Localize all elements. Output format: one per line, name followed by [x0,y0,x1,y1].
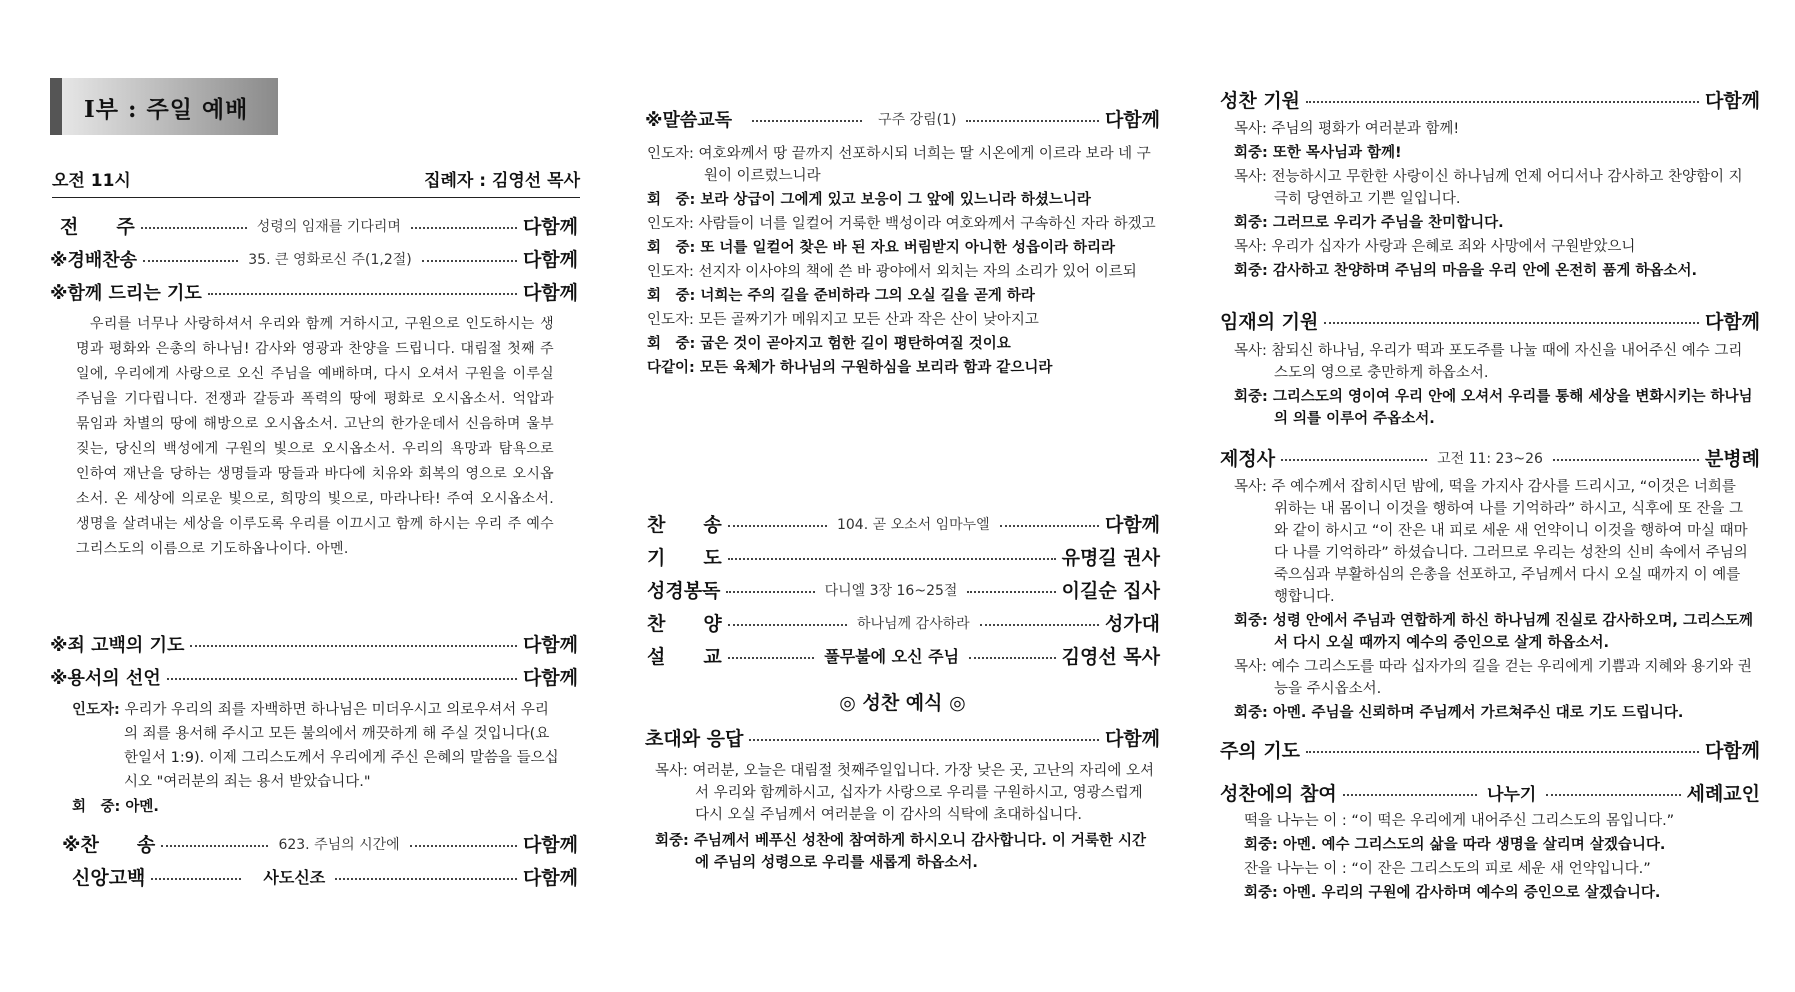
leader-dots [1324,322,1699,324]
item-leader: 분병례 [1704,448,1760,470]
institution-dialogue [1234,476,1754,726]
leader-dots [728,624,847,626]
dialogue-line: 다같이: 모든 육체가 하나님의 구원하심을 보리라 함과 같으니라 [647,360,1053,376]
item-detail: 하나님께 감사하라 [857,615,970,632]
item-detail: 사도신조 [263,868,326,887]
responsive-reading [647,143,1159,381]
leader-dots [980,624,1099,626]
dialogue-line: 회중: 그리스도의 영이여 우리 안에 오셔서 우리를 통해 세상을 변화시키는 하나님의 의를 이루어 주옵소서. [1234,389,1753,427]
leader-dots [1343,794,1477,796]
leader-dots [967,591,1055,593]
dialogue-line: 잔을 나누는 이 : “이 잔은 그리스도의 피로 세운 새 언약입니다.” [1244,861,1651,877]
leader-dots [151,878,241,880]
dialogue-line: 인도자: 선지자 이사야의 책에 쓴 바 광야에서 외치는 자의 소리가 있어 이르되 [647,264,1137,280]
order-item-hymn [50,245,578,272]
order-item-institution [1220,444,1760,471]
leader-dots [141,227,247,229]
item-leader: 다함께 [522,667,578,689]
dialogue-line: 목사: 예수 그리스도를 따라 십자가의 길을 걷는 우리에게 기쁨과 지혜와 용기와 권능을 주시옵소서. [1234,659,1752,697]
item-label: ※말씀교독 [645,109,733,131]
item-label: 신앙고백 [72,867,146,889]
dialogue-line: 인도자: 우리가 우리의 죄를 자백하면 하나님은 미더우시고 의로우셔서 우리의 죄를 용서해 주시고 모든 불의에서 깨끗하게 해 주실 것입니다(요한일서 1:9). 이제 그리스도께서 우리에게 주신 은혜의 말씀을 들으십시오 "여러분의 죄는 용서 받았습니다." [72,702,559,790]
item-label: 성찬 기원 [1220,90,1301,112]
absolution-dialogue [72,698,562,820]
leader-dots [190,645,517,647]
item-label: ※죄 고백의 기도 [50,634,185,656]
service-time: 오전 11시 [52,171,131,191]
service-time-bar [52,166,580,198]
leader-dots [728,525,827,527]
leader-dots [1306,101,1699,103]
item-label: 찬 송 [647,514,722,536]
invitation-dialogue [655,760,1155,876]
dialogue-line: 회중: 주님께서 베푸신 성찬에 참여하게 하시오니 감사합니다. 이 거룩한 시간에 주님의 성령으로 우리를 새롭게 하옵소서. [655,833,1146,871]
order-item-reading [645,105,1160,132]
sacrament-prayer-dialogue [1234,118,1754,284]
item-leader: 다함께 [1704,90,1760,112]
order-item-creed [72,863,578,890]
item-leader: 다함께 [1704,740,1760,762]
leader-dots [161,845,268,847]
dialogue-line: 회중: 아멘. 주님을 신뢰하며 주님께서 가르쳐주신 대로 기도 드립니다. [1234,705,1684,721]
dialogue-line: 회 중: 또 너를 일컬어 찾은 바 된 자요 버림받지 아니한 성읍이라 하리라 [647,240,1116,256]
item-label: 전 주 [60,216,135,238]
item-label: 임재의 기원 [1220,311,1319,333]
dialogue-line: 목사: 전능하시고 무한한 사랑이신 하나님께 언제 어디서나 감사하고 찬양함이 지극히 당연하고 기쁜 일입니다. [1234,169,1743,207]
order-item-anthem [647,609,1160,636]
item-label: 초대와 응답 [645,728,744,750]
item-leader: 다함께 [522,249,579,271]
dialogue-line: 회중: 또한 목사님과 함께! [1234,145,1402,161]
leader-dots [208,293,517,295]
order-item-prayer [50,278,578,305]
order-item-sacrament-prayer [1220,86,1760,113]
leader-dots [1553,459,1699,461]
dialogue-line: 회 중: 너희는 주의 길을 준비하라 그의 오실 길을 곧게 하라 [647,288,1035,304]
leader-dots [966,120,1098,122]
officiant: 집례자 : 김영선 목사 [424,171,580,191]
item-leader: 다함께 [522,216,579,238]
dialogue-line: 회 중: 아멘. [72,799,159,815]
item-leader: 다함께 [1104,728,1160,750]
item-label: ※찬 송 [62,834,156,856]
item-detail: 623. 주님의 시간에 [278,836,400,853]
leader-dots [728,657,815,659]
leader-dots [1281,459,1427,461]
dialogue-line: 목사: 주 예수께서 잡히시던 밤에, 떡을 가지사 감사를 드리시고, “이것은 너희를 위하는 내 몸이니 이것을 행하여 나를 기억하라” 하시고, 식후에 또 잔을 그와 같이 하시고 “이 잔은 내 피로 세운 새 언약이니 이것을 행하여 마실 때마다 나를 기억하라” 하셨습니다. 그러므로 우리는 성찬의 신비 속에서 주님의 죽으심과 부활하심의 은총을 선포하고, 주님께서 다시 오실 때까지 이 예를 행합니다. [1234,479,1748,605]
item-leader: 유명길 권사 [1061,547,1160,569]
order-item-prelude [60,212,578,239]
order-item-epiclesis [1220,307,1760,334]
leader-dots [1306,751,1699,753]
dialogue-line: 회중: 아멘. 우리의 구원에 감사하며 예수의 증인으로 살겠습니다. [1244,885,1661,901]
leader-dots [411,227,517,229]
leader-dots [752,120,862,122]
item-leader: 다함께 [522,634,578,656]
item-label: ※경배찬송 [50,249,138,271]
dialogue-line: 회중: 성령 안에서 주님과 연합하게 하신 하나님께 진실로 감사하오며, 그리스도께서 다시 오실 때까지 예수의 증인으로 살게 하옵소서. [1234,613,1753,651]
order-item-hymn-3 [647,510,1160,537]
item-label: 주의 기도 [1220,740,1301,762]
dialogue-line: 회 중: 굽은 것이 곧아지고 험한 길이 평탄하여질 것이요 [647,336,1011,352]
order-item-invitation [645,724,1160,751]
item-leader: 다함께 [1104,514,1160,536]
item-leader: 이길순 집사 [1061,580,1161,602]
dialogue-line: 떡을 나누는 이 : “이 떡은 우리에게 내어주신 그리스도의 몸입니다.” [1244,813,1675,829]
item-detail: 35. 큰 영화로신 주(1,2절) [248,251,412,268]
item-label: ※함께 드리는 기도 [50,282,202,304]
order-item-sermon [647,642,1160,669]
item-leader: 다함께 [522,282,578,304]
order-item-scripture [647,576,1160,603]
dialogue-line: 회중: 그러므로 우리가 주님을 찬미합니다. [1234,215,1504,231]
dialogue-line: 인도자: 모든 골짜기가 메워지고 모든 산과 작은 산이 낮아지고 [647,312,1039,328]
leader-dots [726,591,814,593]
leader-dots [728,558,1056,560]
dialogue-line: 목사: 여러분, 오늘은 대림절 첫째주일입니다. 가장 낮은 곳, 고난의 자리에 오셔서 우리와 함께하시고, 십자가 사랑으로 우리를 구원하시고, 영광스럽게 다시 오실 주님께서 여러분을 이 감사의 식탁에 초대하십니다. [655,763,1155,823]
epiclesis-dialogue [1234,340,1754,432]
item-leader: 다함께 [1704,311,1760,333]
item-label: ※용서의 선언 [50,667,161,689]
order-item-prayer-2 [647,543,1160,570]
dialogue-line: 회중: 아멘. 예수 그리스도의 삶을 따라 생명을 살리며 살겠습니다. [1244,837,1666,853]
leader-dots [969,657,1056,659]
leader-dots [143,260,238,262]
item-leader: 세례교인 [1686,783,1761,805]
leader-dots [1000,525,1099,527]
leader-dots [422,260,517,262]
leader-dots [335,878,517,880]
item-leader: 다함께 [522,834,578,856]
item-detail: 구주 강림(1) [878,111,957,128]
item-detail: 고전 11: 23~26 [1437,450,1543,467]
item-label: 기 도 [647,547,722,569]
item-leader: 성가대 [1104,613,1160,635]
item-leader: 다함께 [522,867,578,889]
item-leader: 김영선 목사 [1061,646,1160,668]
section-banner [50,78,278,135]
item-label: 성찬에의 참여 [1220,783,1337,805]
item-detail: 풀무불에 오신 주님 [824,647,960,666]
item-label: 제정사 [1220,448,1276,470]
item-detail: 성령의 임재를 기다리며 [256,218,401,235]
banner-title: Ⅰ부 : 주일 예배 [84,96,249,123]
participation-dialogue [1244,810,1756,906]
item-detail: 나누기 [1487,785,1537,805]
dialogue-line: 회 중: 보라 상급이 그에게 있고 보응이 그 앞에 있느니라 하셨느니라 [647,192,1091,208]
order-item-confession [50,630,578,657]
item-label: 설 교 [647,646,722,668]
dialogue-line: 인도자: 여호와께서 땅 끝까지 선포하시되 너희는 딸 시온에게 이르라 보라 네 구원이 이르렀느니라 [647,146,1151,184]
leader-dots [749,739,1099,741]
prayer-text: 우리를 너무나 사랑하셔서 우리와 함께 거하시고, 구원으로 인도하시는 생명과 평화와 은총의 하나님! 감사와 영광과 찬양을 드립니다. 대림절 첫째 주일에, 우리에게 사랑으로 오신 주님을 예배하며, 다시 오셔서 구원을 이루실 주님을 기다립니다. 전쟁과 갈등과 폭력의 땅에 평화로 오시옵소서. 억압과 묶임과 차별의 땅에 해방으로 오시옵소서. 고난의 한가운데서 신음하며 울부짖는, 당신의 백성에게 구원의 빛으로 오시옵소서. 우리의 욕망과 탐욕으로 인하여 재난을 당하는 생명들과 땅들과 바다에 치유와 회복의 영으로 오시옵소서. 온 세상에 의로운 빛으로, 희망의 빛으로, 마라나타! 주여 오시옵소서. 생명을 살려내는 세상을 이루도록 우리를 이끄시고 함께 하시는 우리 주 예수 그리스도의 이름으로 기도하옵나이다. 아멘. [76,316,554,557]
dialogue-line: 회중: 감사하고 찬양하며 주님의 마음을 우리 안에 온전히 품게 하옵소서. [1234,263,1697,279]
dialogue-line: 목사: 주님의 평화가 여러분과 함께! [1234,121,1460,137]
item-detail: 다니엘 3장 16~25절 [824,582,958,599]
dialogue-line: 인도자: 사람들이 너를 일컬어 거룩한 백성이라 여호와께서 구속하신 자라 하겠고 [647,216,1156,232]
sacrament-title: ◎ 성찬 예식 ◎ [839,692,966,714]
dialogue-line: 목사: 우리가 십자가 사랑과 은혜로 죄와 사망에서 구원받았으니 [1234,239,1636,255]
item-leader: 다함께 [1104,109,1160,131]
leader-dots [410,845,517,847]
order-item-participation [1220,779,1760,806]
order-item-hymn-2 [62,830,578,857]
dialogue-line: 목사: 참되신 하나님, 우리가 떡과 포도주를 나눌 때에 자신을 내어주신 예수 그리스도의 영으로 충만하게 하옵소서. [1234,343,1743,381]
item-label: 성경봉독 [647,580,721,602]
order-item-lords-prayer [1220,736,1760,763]
leader-dots [167,678,517,680]
order-item-absolution [50,663,578,690]
leader-dots [1546,794,1680,796]
item-label: 찬 양 [647,613,722,635]
item-detail: 104. 곧 오소서 임마누엘 [836,516,990,533]
